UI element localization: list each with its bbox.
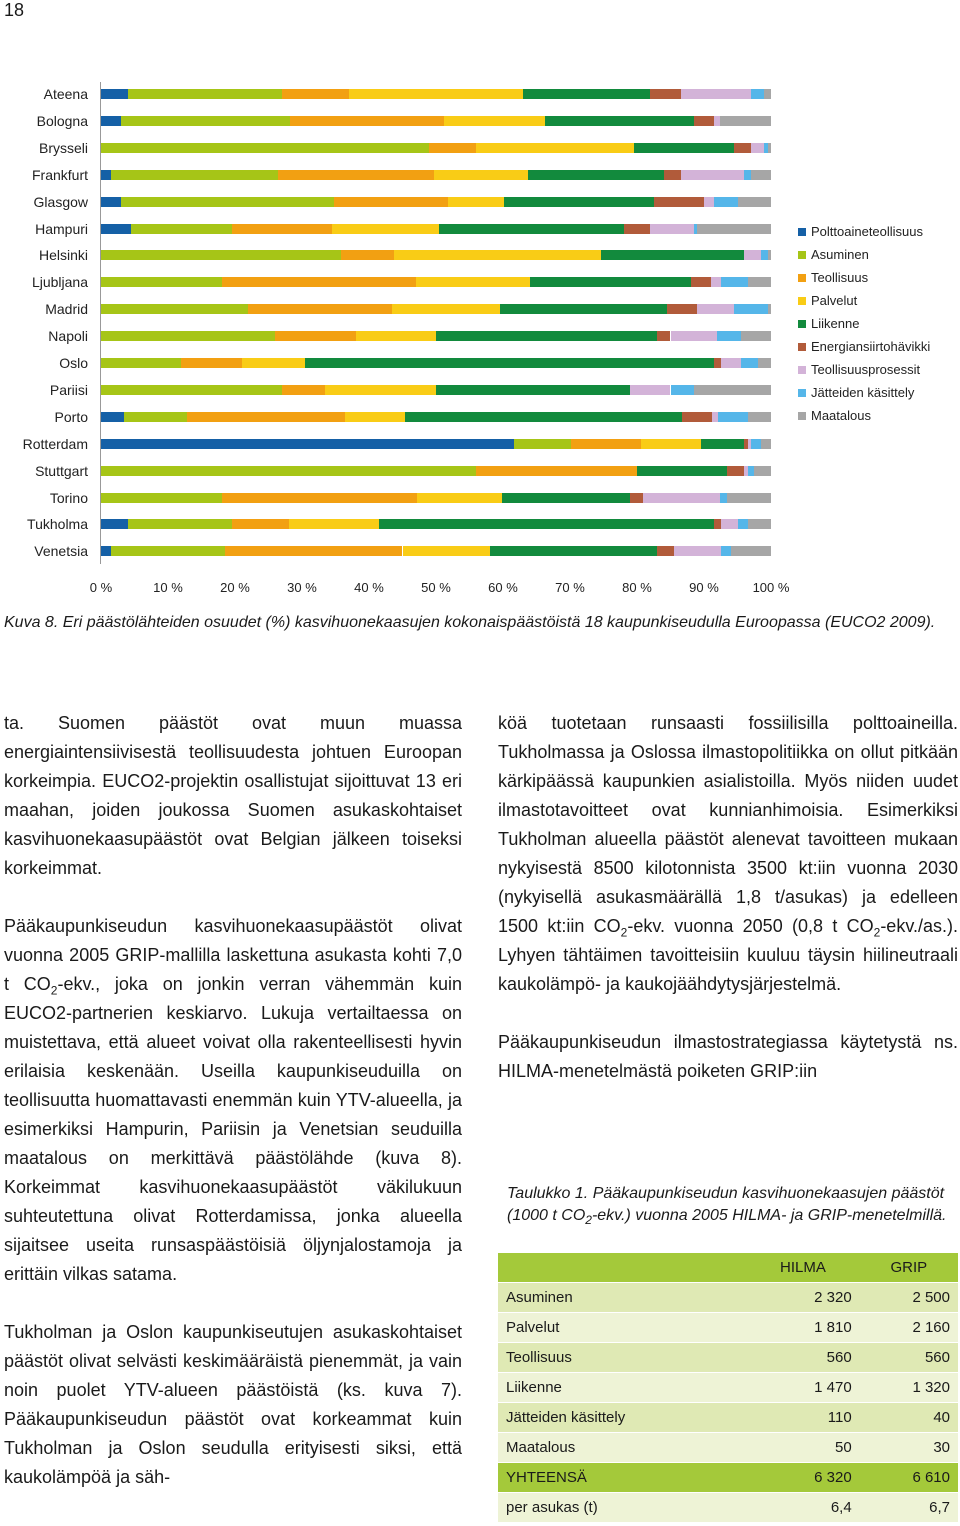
bar-row bbox=[101, 143, 771, 153]
bar-row bbox=[101, 224, 771, 234]
text-span: Pääkaupunkiseudun kasvihuonekaasupäästöt olivat vuonna 2005 GRIP-mallilla laskettuna asukasta kohti 7,0 t CO bbox=[4, 916, 462, 994]
table-cell: 30 bbox=[860, 1433, 958, 1463]
category-label: Porto bbox=[54, 408, 88, 425]
bar-segment bbox=[748, 466, 755, 476]
bar-segment bbox=[674, 546, 721, 556]
bar-segment bbox=[434, 170, 527, 180]
bar-segment bbox=[429, 143, 476, 153]
table-cell: Maatalous bbox=[498, 1433, 746, 1463]
bar-row bbox=[101, 519, 771, 529]
bar-segment bbox=[282, 89, 349, 99]
bar-segment bbox=[101, 116, 121, 126]
bar-segment bbox=[681, 170, 744, 180]
table-cell: 560 bbox=[746, 1343, 860, 1373]
subscript: 2 bbox=[50, 983, 58, 998]
bar-segment bbox=[650, 224, 694, 234]
bar-segment bbox=[242, 358, 306, 368]
category-label: Tukholma bbox=[27, 516, 88, 533]
bar-segment bbox=[101, 439, 514, 449]
table-row bbox=[498, 1433, 958, 1463]
bar-segment bbox=[637, 466, 727, 476]
table-cell: Teollisuus bbox=[498, 1343, 746, 1373]
bar-segment bbox=[654, 197, 704, 207]
bar-segment bbox=[416, 277, 530, 287]
table-cell: 1 470 bbox=[746, 1373, 860, 1403]
bar-segment bbox=[720, 116, 771, 126]
bar-segment bbox=[514, 439, 571, 449]
bar-segment bbox=[701, 439, 744, 449]
table-cell: 1 810 bbox=[746, 1313, 860, 1343]
bar-row bbox=[101, 493, 771, 503]
bar-segment bbox=[714, 116, 721, 126]
bar-segment bbox=[734, 304, 768, 314]
table-cell: 560 bbox=[860, 1343, 958, 1373]
bar-segment bbox=[657, 331, 670, 341]
bar-segment bbox=[721, 546, 731, 556]
legend-swatch bbox=[798, 251, 806, 259]
bar-segment bbox=[545, 116, 693, 126]
bar-segment bbox=[694, 385, 771, 395]
bar-segment bbox=[405, 412, 682, 422]
table-cell: 6,4 bbox=[746, 1493, 860, 1523]
bar-segment bbox=[222, 277, 416, 287]
table-cell: 2 500 bbox=[860, 1283, 958, 1313]
legend-label: Palvelut bbox=[811, 293, 858, 308]
table-row bbox=[498, 1403, 958, 1433]
bar-segment bbox=[439, 224, 623, 234]
bar-segment bbox=[334, 197, 447, 207]
text-span: -ekv. vuonna 2050 (0,8 t CO bbox=[627, 916, 874, 936]
table-cell: 6 320 bbox=[746, 1463, 860, 1493]
bar-segment bbox=[248, 304, 392, 314]
bar-segment bbox=[721, 358, 741, 368]
legend-swatch bbox=[798, 343, 806, 351]
bar-segment bbox=[721, 519, 738, 529]
figure-caption: Kuva 8. Eri päästölähteiden osuudet (%) kasvihuonekaasujen kokonaispäästöistä 18 kaupunkiseudulla Euroopassa (EUCO2 2009). bbox=[4, 614, 936, 631]
bar-segment bbox=[101, 304, 248, 314]
bar-segment bbox=[232, 224, 333, 234]
bar-segment bbox=[624, 224, 651, 234]
bar-segment bbox=[101, 277, 222, 287]
legend-swatch bbox=[798, 389, 806, 397]
bar-segment bbox=[394, 250, 601, 260]
legend-swatch bbox=[798, 274, 806, 282]
bar-segment bbox=[744, 250, 761, 260]
bar-segment bbox=[751, 143, 764, 153]
bar-segment bbox=[727, 493, 771, 503]
bar-segment bbox=[436, 331, 657, 341]
category-label: Rotterdam bbox=[22, 435, 88, 452]
bar-segment bbox=[734, 143, 751, 153]
legend-label: Polttoaineteollisuus bbox=[811, 224, 924, 239]
bar-segment bbox=[282, 385, 326, 395]
bar-segment bbox=[671, 331, 718, 341]
x-tick-label: 90 % bbox=[689, 580, 719, 595]
bar-segment bbox=[751, 89, 764, 99]
category-label: Venetsia bbox=[34, 543, 88, 560]
category-label: Madrid bbox=[45, 301, 88, 318]
bar-segment bbox=[528, 170, 665, 180]
bar-segment bbox=[101, 546, 111, 556]
legend-label: Teollisuusprosessit bbox=[811, 362, 921, 377]
category-label: Bologna bbox=[36, 112, 88, 129]
bar-segment bbox=[530, 277, 691, 287]
category-label: Helsinki bbox=[38, 247, 88, 264]
bar-segment bbox=[712, 412, 719, 422]
bar-row bbox=[101, 412, 771, 422]
bar-segment bbox=[664, 170, 681, 180]
table-cell: 6 610 bbox=[860, 1463, 958, 1493]
bar-row bbox=[101, 385, 771, 395]
bar-segment bbox=[630, 385, 670, 395]
table-row bbox=[498, 1493, 958, 1523]
category-label: Ljubljana bbox=[31, 274, 88, 291]
bar-row bbox=[101, 331, 771, 341]
bar-row bbox=[101, 277, 771, 287]
legend-label: Energiansiirtohävikki bbox=[811, 339, 931, 354]
bar-segment bbox=[721, 277, 748, 287]
legend-swatch bbox=[798, 366, 806, 374]
bar-segment bbox=[748, 519, 771, 529]
bar-segment bbox=[761, 439, 771, 449]
header-cell: GRIP bbox=[860, 1253, 958, 1283]
bar-row bbox=[101, 116, 771, 126]
bar-segment bbox=[691, 277, 711, 287]
x-tick-label: 80 % bbox=[622, 580, 652, 595]
bar-segment bbox=[181, 358, 241, 368]
table-cell: 2 160 bbox=[860, 1313, 958, 1343]
left-text-column bbox=[4, 709, 462, 1492]
header-cell: HILMA bbox=[746, 1253, 860, 1283]
bar-segment bbox=[121, 197, 334, 207]
text-span: Taulukko 1. Pääkaupunkiseudun kasvihuonekaasujen päästöt (1000 t CO bbox=[507, 1185, 945, 1224]
table-cell: 110 bbox=[746, 1403, 860, 1433]
x-tick-label: 50 % bbox=[421, 580, 451, 595]
bar-segment bbox=[768, 143, 771, 153]
bar-segment bbox=[101, 89, 128, 99]
bar-row bbox=[101, 439, 771, 449]
table-cell: Jätteiden käsittely bbox=[498, 1403, 746, 1433]
table-row bbox=[498, 1313, 958, 1343]
table-cell: 40 bbox=[860, 1403, 958, 1433]
bar-segment bbox=[754, 466, 771, 476]
bar-segment bbox=[601, 250, 744, 260]
bar-segment bbox=[744, 170, 751, 180]
bar-segment bbox=[392, 304, 499, 314]
subscript: 2 bbox=[585, 1213, 592, 1228]
text-span: köä tuotetaan runsaasti fossiilisilla polttoaineilla. Tukholmassa ja Oslossa ilmastopolitiikka on ollut pitkään kärkipäässä kaupunkien asialistoilla. Myös niiden uudet ilmastotavoitteet ovat kunnianhimoisia. Esimerkiksi Tukholman alueella päästöt alenevat tavoitteen mukaan nykyisestä 8500 kilotonnista 3500 kt:iin vuonna 2030 (nykyisellä asukasmäärällä 1,8 t/asukas) ja edelleen 1500 kt:iin CO bbox=[498, 713, 958, 936]
text-span: -ekv., joka on jonkin verran vähemmän kuin EUCO2-partnerien keskiarvo. Lukuja vertailtaessa on muistettava, että alueet voivat olla rakenteellisesti hyvin erilaisia keskenään. Useilla kaupunkiseuduilla on teollisuutta huomattavasti enemmän kuin YTV-alueella, ja esimerkiksi Hampurin, Pariisin ja Venetsian seuduilla maatalous on merkittävä päästölähde (kuva 8). Korkeimmat kasvihuonekaasupäästöt väkilukuun suhteutettuna olivat Rotterdamissa, jonka alueella sijaitsee useita runsaspäästöisiä öljynjalostamoja ja erittäin vilkas satama. bbox=[4, 974, 462, 1284]
x-tick-label: 100 % bbox=[752, 580, 790, 595]
category-label: Pariisi bbox=[49, 381, 88, 398]
bar-segment bbox=[741, 331, 771, 341]
bar-segment bbox=[768, 250, 771, 260]
bar-segment bbox=[500, 304, 668, 314]
emissions-table bbox=[498, 1253, 958, 1523]
table-cell: per asukas (t) bbox=[498, 1493, 746, 1523]
bar-segment bbox=[717, 331, 740, 341]
category-label: Brysseli bbox=[38, 139, 88, 156]
bar-segment bbox=[275, 331, 355, 341]
table-row bbox=[498, 1283, 958, 1313]
category-label: Napoli bbox=[48, 328, 88, 345]
bar-segment bbox=[720, 493, 727, 503]
x-tick-label: 40 % bbox=[354, 580, 384, 595]
bar-segment bbox=[731, 546, 771, 556]
bar-segment bbox=[305, 358, 714, 368]
subscript: 2 bbox=[873, 925, 881, 940]
bar-segment bbox=[341, 250, 394, 260]
table-row bbox=[498, 1343, 958, 1373]
bar-segment bbox=[356, 331, 436, 341]
category-label: Frankfurt bbox=[31, 166, 88, 183]
legend-label: Maatalous bbox=[811, 408, 871, 423]
table-cell: Asuminen bbox=[498, 1283, 746, 1313]
legend-swatch bbox=[798, 228, 806, 236]
x-tick-label: 60 % bbox=[488, 580, 518, 595]
bar-row bbox=[101, 89, 771, 99]
bar-segment bbox=[714, 519, 721, 529]
bar-segment bbox=[697, 224, 771, 234]
table-cell: 2 320 bbox=[746, 1283, 860, 1313]
bar-segment bbox=[718, 412, 748, 422]
bar-segment bbox=[225, 546, 403, 556]
bar-segment bbox=[748, 412, 771, 422]
legend-label: Teollisuus bbox=[811, 270, 869, 285]
bar-segment bbox=[667, 304, 697, 314]
bar-segment bbox=[101, 412, 124, 422]
bar-segment bbox=[476, 143, 633, 153]
bar-segment bbox=[128, 89, 282, 99]
bar-segment bbox=[417, 493, 501, 503]
bar-segment bbox=[738, 519, 748, 529]
bar-row bbox=[101, 250, 771, 260]
bar-segment bbox=[490, 546, 658, 556]
bar-row bbox=[101, 466, 771, 476]
bar-segment bbox=[727, 466, 744, 476]
text-span: -ekv./as.). Lyhyen tähtäimen tavoitteisiin kuuluu täysin hiilineutraali kaukolämpö- ja kaukojäähdytysjärjestelmä. bbox=[498, 916, 958, 994]
header-cell bbox=[498, 1253, 746, 1283]
paragraph: Pääkaupunkiseudun ilmastostrategiassa käytetystä ns. HILMA-menetelmästä poiketen GRIP:iin bbox=[498, 1032, 958, 1081]
table-header-row bbox=[498, 1253, 958, 1283]
bar-segment bbox=[101, 224, 131, 234]
bar-segment bbox=[571, 439, 641, 449]
bar-segment bbox=[714, 358, 721, 368]
x-tick-label: 0 % bbox=[89, 580, 113, 595]
table-cell: 6,7 bbox=[860, 1493, 958, 1523]
bar-segment bbox=[694, 116, 714, 126]
category-label: Hampuri bbox=[35, 220, 88, 237]
bar-segment bbox=[444, 116, 545, 126]
bar-segment bbox=[101, 143, 429, 153]
category-label: Ateena bbox=[43, 86, 88, 102]
x-tick-label: 10 % bbox=[153, 580, 183, 595]
bar-segment bbox=[682, 412, 712, 422]
legend-swatch bbox=[798, 297, 806, 305]
x-tick-label: 20 % bbox=[220, 580, 250, 595]
bar-segment bbox=[681, 89, 751, 99]
bar-segment bbox=[101, 385, 282, 395]
bar-segment bbox=[349, 89, 523, 99]
bar-row bbox=[101, 170, 771, 180]
bar-row bbox=[101, 197, 771, 207]
bar-segment bbox=[448, 197, 505, 207]
bar-segment bbox=[634, 143, 735, 153]
bar-segment bbox=[101, 466, 476, 476]
bar-segment bbox=[714, 197, 737, 207]
bar-segment bbox=[751, 439, 761, 449]
bar-segment bbox=[768, 304, 771, 314]
bar-row bbox=[101, 358, 771, 368]
category-label: Oslo bbox=[59, 355, 88, 371]
bar-segment bbox=[121, 116, 289, 126]
bar-segment bbox=[101, 493, 222, 503]
bar-segment bbox=[290, 116, 445, 126]
subscript: 2 bbox=[620, 925, 628, 940]
table-caption bbox=[507, 1183, 947, 1227]
bar-segment bbox=[111, 546, 225, 556]
table-row bbox=[498, 1373, 958, 1403]
category-label: Glasgow bbox=[33, 193, 88, 210]
legend-label: Asuminen bbox=[811, 247, 869, 262]
bar-segment bbox=[436, 385, 630, 395]
bar-segment bbox=[289, 519, 379, 529]
bar-segment bbox=[657, 546, 674, 556]
bar-segment bbox=[232, 519, 289, 529]
table-cell: 1 320 bbox=[860, 1373, 958, 1403]
legend-label: Liikenne bbox=[811, 316, 860, 331]
text-span: -ekv.) vuonna 2005 HILMA- ja GRIP-menetelmillä. bbox=[591, 1207, 947, 1224]
legend-swatch bbox=[798, 412, 806, 420]
right-text-column bbox=[498, 709, 958, 1086]
bar-segment bbox=[101, 170, 111, 180]
bar-segment bbox=[704, 197, 714, 207]
bar-segment bbox=[111, 170, 278, 180]
bar-segment bbox=[711, 277, 721, 287]
paragraph: ta. Suomen päästöt ovat muun muassa energiaintensiivisestä teollisuudesta johtuen Euroopan korkeimpia. EUCO2-projektin osallistujat sijoittuvat 13 eri maahan, joiden joukossa Suomen asukaskohtaiset kasvihuonekaasupäästöt ovat Belgian jälkeen toiseksi korkeimmat. bbox=[4, 713, 462, 878]
category-label: Torino bbox=[49, 489, 88, 506]
bar-segment bbox=[278, 170, 435, 180]
bar-segment bbox=[332, 224, 439, 234]
bar-segment bbox=[379, 519, 714, 529]
bar-segment bbox=[345, 412, 404, 422]
x-tick-label: 70 % bbox=[555, 580, 585, 595]
bar-segment bbox=[101, 519, 128, 529]
bar-segment bbox=[101, 358, 181, 368]
table-total-row bbox=[498, 1463, 958, 1493]
bar-segment bbox=[643, 493, 720, 503]
bar-segment bbox=[101, 250, 341, 260]
category-label: Stuttgart bbox=[35, 462, 88, 479]
bar-segment bbox=[504, 197, 654, 207]
bar-segment bbox=[630, 493, 643, 503]
bar-row bbox=[101, 304, 771, 314]
bar-segment bbox=[671, 385, 694, 395]
table-cell: YHTEENSÄ bbox=[498, 1463, 746, 1493]
x-tick-label: 30 % bbox=[287, 580, 317, 595]
table-cell: Palvelut bbox=[498, 1313, 746, 1343]
bar-segment bbox=[502, 493, 630, 503]
legend-label: Jätteiden käsittely bbox=[811, 385, 915, 400]
bar-segment bbox=[124, 412, 187, 422]
bar-segment bbox=[325, 385, 436, 395]
table-cell: Liikenne bbox=[498, 1373, 746, 1403]
bar-segment bbox=[650, 89, 680, 99]
bar-segment bbox=[751, 170, 771, 180]
bar-segment bbox=[403, 546, 490, 556]
bar-segment bbox=[764, 89, 771, 99]
bar-segment bbox=[101, 197, 121, 207]
bar-segment bbox=[748, 277, 771, 287]
bar-segment bbox=[222, 493, 417, 503]
bar-segment bbox=[523, 89, 650, 99]
page-number: 18 bbox=[4, 0, 25, 20]
paragraph: Tukholman ja Oslon kaupunkiseutujen asukaskohtaiset päästöt olivat selvästi keskimääräistä pienemmät, ja vain noin puolet YTV-alueen päästöistä (ks. kuva 7). Pääkaupunkiseudun päästöt ovat korkeammat kuin Tukholman ja Oslon seudulla erityisesti siksi, että kaukolämpöä ja säh- bbox=[4, 1322, 462, 1487]
bar-segment bbox=[741, 358, 758, 368]
bar-segment bbox=[476, 466, 637, 476]
bar-segment bbox=[101, 331, 275, 341]
bar-segment bbox=[131, 224, 232, 234]
legend-swatch bbox=[798, 320, 806, 328]
bar-segment bbox=[761, 250, 768, 260]
table-cell: 50 bbox=[746, 1433, 860, 1463]
bar-segment bbox=[738, 197, 771, 207]
bar-segment bbox=[187, 412, 345, 422]
bar-segment bbox=[641, 439, 701, 449]
bar-segment bbox=[758, 358, 771, 368]
bar-row bbox=[101, 546, 771, 556]
paragraph bbox=[4, 912, 462, 1289]
bar-segment bbox=[697, 304, 734, 314]
paragraph bbox=[498, 709, 958, 999]
bar-segment bbox=[128, 519, 232, 529]
